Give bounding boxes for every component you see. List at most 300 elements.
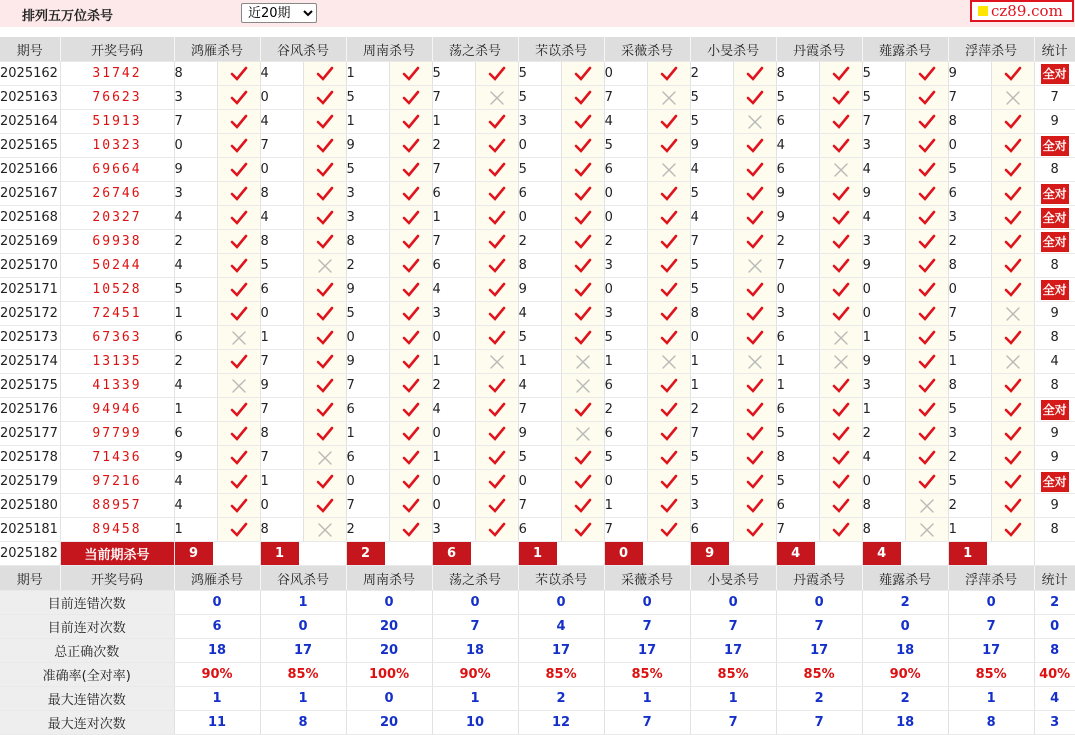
result-mark-cell xyxy=(733,62,776,86)
result-mark-cell xyxy=(991,86,1034,110)
summary-value: 1 xyxy=(948,687,1034,711)
result-mark-cell xyxy=(217,374,260,398)
kill-value-cell: 5 xyxy=(174,278,217,302)
result-mark-cell xyxy=(475,398,518,422)
summary-value: 85% xyxy=(690,663,776,687)
kill-value-cell: 1 xyxy=(690,374,733,398)
result-mark-cell xyxy=(647,302,690,326)
result-mark-cell xyxy=(389,350,432,374)
kill-value-cell: 9 xyxy=(346,350,389,374)
summary-value: 1 xyxy=(174,687,260,711)
result-mark-cell xyxy=(733,254,776,278)
check-icon xyxy=(574,234,592,250)
result-mark-cell xyxy=(389,230,432,254)
check-icon xyxy=(1004,210,1022,226)
check-icon xyxy=(1004,402,1022,418)
check-icon xyxy=(574,498,592,514)
result-mark-cell xyxy=(647,374,690,398)
check-icon xyxy=(574,282,592,298)
kill-value-cell: 3 xyxy=(518,110,561,134)
result-mark-cell xyxy=(389,62,432,86)
result-mark-cell xyxy=(819,470,862,494)
result-mark-cell xyxy=(905,518,948,542)
check-icon xyxy=(488,450,506,466)
kill-value-cell: 6 xyxy=(776,326,819,350)
kill-value-cell: 7 xyxy=(604,518,647,542)
period-cell: 2025173 xyxy=(0,326,60,350)
period-cell: 2025163 xyxy=(0,86,60,110)
check-icon xyxy=(402,306,420,322)
kill-value-cell: 8 xyxy=(518,254,561,278)
stat-cell: 9 xyxy=(1034,446,1075,470)
check-icon xyxy=(660,210,678,226)
kill-value-cell: 5 xyxy=(862,62,905,86)
result-mark-cell xyxy=(475,134,518,158)
result-mark-cell xyxy=(389,446,432,470)
result-mark-cell xyxy=(819,230,862,254)
kill-value-cell: 4 xyxy=(862,446,905,470)
result-mark-cell xyxy=(303,470,346,494)
result-mark-cell xyxy=(303,134,346,158)
result-mark-cell xyxy=(389,254,432,278)
result-mark-cell xyxy=(561,470,604,494)
result-mark-cell xyxy=(819,182,862,206)
kill-value-cell: 2 xyxy=(862,422,905,446)
site-logo[interactable] xyxy=(970,0,1074,22)
check-icon xyxy=(660,330,678,346)
period-range-select[interactable] xyxy=(241,3,317,23)
summary-value: 100% xyxy=(346,663,432,687)
result-mark-cell xyxy=(819,302,862,326)
draw-number-cell: 10323 xyxy=(60,134,174,158)
check-icon xyxy=(574,138,592,154)
kill-value-cell: 4 xyxy=(174,206,217,230)
kill-value-cell: 1 xyxy=(776,374,819,398)
check-icon xyxy=(832,522,850,538)
stat-cell: 8 xyxy=(1034,158,1075,182)
kill-value-cell: 4 xyxy=(862,206,905,230)
result-mark-cell xyxy=(561,230,604,254)
cross-icon xyxy=(746,258,764,274)
check-icon xyxy=(746,234,764,250)
kill-value-cell: 1 xyxy=(862,398,905,422)
result-mark-cell xyxy=(561,446,604,470)
kill-value-cell: 6 xyxy=(432,254,475,278)
result-mark-cell xyxy=(475,62,518,86)
summary-value: 7 xyxy=(948,615,1034,639)
kill-value-cell: 4 xyxy=(432,398,475,422)
check-icon xyxy=(918,402,936,418)
kill-value-cell: 5 xyxy=(690,470,733,494)
cross-icon xyxy=(660,162,678,178)
kill-value-cell: 9 xyxy=(862,350,905,374)
result-mark-cell xyxy=(303,254,346,278)
check-icon xyxy=(402,258,420,274)
result-mark-cell xyxy=(991,110,1034,134)
kill-value-cell: 1 xyxy=(776,350,819,374)
summary-value: 1 xyxy=(260,687,346,711)
kill-value-cell: 5 xyxy=(346,86,389,110)
check-icon xyxy=(832,186,850,202)
result-mark-cell xyxy=(475,302,518,326)
check-icon xyxy=(574,474,592,490)
summary-value: 4 xyxy=(518,615,604,639)
check-icon xyxy=(574,66,592,82)
kill-value-cell: 7 xyxy=(862,110,905,134)
check-icon xyxy=(746,306,764,322)
kill-value-cell: 8 xyxy=(174,62,217,86)
result-mark-cell xyxy=(819,398,862,422)
check-icon xyxy=(402,90,420,106)
kill-value-cell: 0 xyxy=(862,278,905,302)
result-mark-cell xyxy=(819,158,862,182)
check-icon xyxy=(488,426,506,442)
result-mark-cell xyxy=(905,254,948,278)
all-correct-badge: 全对 xyxy=(1041,136,1069,156)
kill-value-cell: 5 xyxy=(776,422,819,446)
check-icon xyxy=(918,210,936,226)
kill-value-cell: 3 xyxy=(862,230,905,254)
check-icon xyxy=(746,162,764,178)
result-mark-cell xyxy=(819,62,862,86)
check-icon xyxy=(832,306,850,322)
kill-value-cell: 5 xyxy=(948,158,991,182)
summary-value: 18 xyxy=(862,639,948,663)
kill-value-cell: 0 xyxy=(174,134,217,158)
header-row xyxy=(0,37,1075,62)
check-icon xyxy=(832,258,850,274)
draw-number-cell: 97216 xyxy=(60,470,174,494)
kill-value-cell: 7 xyxy=(432,158,475,182)
cross-icon xyxy=(230,378,248,394)
result-mark-cell xyxy=(991,374,1034,398)
result-mark-cell xyxy=(647,398,690,422)
result-mark-cell xyxy=(991,254,1034,278)
kill-value-cell: 2 xyxy=(604,398,647,422)
summary-value: 0 xyxy=(518,591,604,615)
summary-value: 0 xyxy=(690,591,776,615)
check-icon xyxy=(574,258,592,274)
column-header: 鸿雁杀号 xyxy=(174,37,260,62)
kill-value-cell: 4 xyxy=(690,158,733,182)
summary-value: 7 xyxy=(776,711,862,735)
kill-value-cell: 4 xyxy=(174,470,217,494)
kill-value-cell: 9 xyxy=(346,134,389,158)
all-correct-badge: 全对 xyxy=(1041,184,1069,204)
cross-icon xyxy=(1004,306,1022,322)
kill-value-cell: 0 xyxy=(862,302,905,326)
summary-value: 17 xyxy=(518,639,604,663)
kill-value-cell: 6 xyxy=(174,326,217,350)
kill-value-cell: 5 xyxy=(346,158,389,182)
period-cell: 2025166 xyxy=(0,158,60,182)
kill-value-cell: 9 xyxy=(260,374,303,398)
all-correct-badge: 全对 xyxy=(1041,232,1069,252)
result-mark-cell xyxy=(647,350,690,374)
current-kill-badge: 1 xyxy=(949,542,987,565)
draw-number-cell: 67363 xyxy=(60,326,174,350)
result-mark-cell xyxy=(475,110,518,134)
draw-number-cell: 69664 xyxy=(60,158,174,182)
result-mark-cell xyxy=(647,254,690,278)
result-mark-cell xyxy=(217,230,260,254)
summary-value: 85% xyxy=(604,663,690,687)
current-kill-value-cell xyxy=(174,542,260,566)
summary-value: 4 xyxy=(1034,687,1075,711)
stat-cell: 8 xyxy=(1034,326,1075,350)
check-icon xyxy=(402,138,420,154)
result-mark-cell xyxy=(733,302,776,326)
kill-value-cell: 0 xyxy=(346,470,389,494)
kill-value-cell: 5 xyxy=(604,326,647,350)
result-mark-cell xyxy=(647,470,690,494)
check-icon xyxy=(230,426,248,442)
result-mark-cell xyxy=(733,422,776,446)
check-icon xyxy=(660,450,678,466)
kill-value-cell: 7 xyxy=(518,494,561,518)
result-mark-cell xyxy=(475,254,518,278)
current-kill-badge: 1 xyxy=(519,542,557,565)
kill-value-cell: 0 xyxy=(260,494,303,518)
current-kill-value-cell xyxy=(260,542,346,566)
kill-value-cell: 6 xyxy=(948,182,991,206)
summary-value: 7 xyxy=(690,711,776,735)
kill-value-cell: 6 xyxy=(432,182,475,206)
kill-value-cell: 7 xyxy=(260,446,303,470)
kill-value-cell: 6 xyxy=(518,182,561,206)
kill-value-cell: 5 xyxy=(948,326,991,350)
check-icon xyxy=(402,186,420,202)
check-icon xyxy=(832,498,850,514)
summary-value: 7 xyxy=(432,615,518,639)
check-icon xyxy=(488,498,506,514)
current-kill-value-cell xyxy=(346,542,432,566)
summary-value: 0 xyxy=(432,591,518,615)
kill-value-cell: 0 xyxy=(604,206,647,230)
table-row xyxy=(0,470,1075,494)
check-icon xyxy=(746,186,764,202)
check-icon xyxy=(574,90,592,106)
summary-value: 6 xyxy=(174,615,260,639)
cross-icon xyxy=(316,450,334,466)
result-mark-cell xyxy=(217,326,260,350)
draw-number-cell: 31742 xyxy=(60,62,174,86)
check-icon xyxy=(402,210,420,226)
column-header: 小旻杀号 xyxy=(690,566,776,591)
column-header: 周南杀号 xyxy=(346,566,432,591)
result-mark-cell xyxy=(217,134,260,158)
summary-value: 20 xyxy=(346,639,432,663)
kill-value-cell: 1 xyxy=(346,62,389,86)
column-header: 薤露杀号 xyxy=(862,566,948,591)
result-mark-cell xyxy=(389,110,432,134)
check-icon xyxy=(660,66,678,82)
result-mark-cell xyxy=(389,374,432,398)
check-icon xyxy=(230,498,248,514)
draw-number-cell: 26746 xyxy=(60,182,174,206)
check-icon xyxy=(488,162,506,178)
kill-value-cell: 2 xyxy=(174,230,217,254)
kill-value-cell: 1 xyxy=(432,206,475,230)
summary-value: 90% xyxy=(174,663,260,687)
result-mark-cell xyxy=(733,398,776,422)
period-cell: 2025169 xyxy=(0,230,60,254)
check-icon xyxy=(488,234,506,250)
cross-icon xyxy=(574,426,592,442)
check-icon xyxy=(316,378,334,394)
summary-value: 18 xyxy=(432,639,518,663)
result-mark-cell xyxy=(475,350,518,374)
result-mark-cell xyxy=(991,326,1034,350)
result-mark-cell xyxy=(991,422,1034,446)
column-header: 采薇杀号 xyxy=(604,37,690,62)
result-mark-cell xyxy=(217,254,260,278)
result-mark-cell xyxy=(561,398,604,422)
summary-value: 17 xyxy=(690,639,776,663)
summary-value: 2 xyxy=(776,687,862,711)
result-mark-cell xyxy=(905,446,948,470)
summary-value: 0 xyxy=(346,591,432,615)
column-header: 统计 xyxy=(1034,37,1075,62)
kill-value-cell: 4 xyxy=(174,254,217,278)
check-icon xyxy=(230,402,248,418)
kill-value-cell: 3 xyxy=(604,302,647,326)
result-mark-cell xyxy=(217,62,260,86)
table-row xyxy=(0,206,1075,230)
check-icon xyxy=(316,138,334,154)
result-mark-cell xyxy=(303,446,346,470)
result-mark-cell xyxy=(389,134,432,158)
check-icon xyxy=(832,210,850,226)
check-icon xyxy=(402,498,420,514)
table-row xyxy=(0,278,1075,302)
kill-value-cell: 9 xyxy=(518,278,561,302)
current-kill-badge: 0 xyxy=(605,542,643,565)
result-mark-cell xyxy=(561,350,604,374)
summary-value: 90% xyxy=(862,663,948,687)
kill-value-cell: 6 xyxy=(776,398,819,422)
result-mark-cell xyxy=(561,518,604,542)
result-mark-cell xyxy=(905,158,948,182)
kill-value-cell: 0 xyxy=(604,62,647,86)
result-mark-cell xyxy=(303,110,346,134)
cross-icon xyxy=(574,378,592,394)
column-header: 荡之杀号 xyxy=(432,566,518,591)
summary-label: 准确率(全对率) xyxy=(0,663,174,687)
summary-value: 85% xyxy=(776,663,862,687)
logo-square-icon xyxy=(978,6,988,16)
check-icon xyxy=(402,282,420,298)
result-mark-cell xyxy=(561,206,604,230)
result-mark-cell xyxy=(733,374,776,398)
kill-value-cell: 6 xyxy=(604,158,647,182)
summary-value: 90% xyxy=(432,663,518,687)
result-mark-cell xyxy=(819,278,862,302)
kill-value-cell: 2 xyxy=(432,374,475,398)
result-mark-cell xyxy=(991,134,1034,158)
check-icon xyxy=(316,114,334,130)
result-mark-cell xyxy=(303,326,346,350)
cross-icon xyxy=(574,354,592,370)
kill-value-cell: 1 xyxy=(346,110,389,134)
draw-number-cell: 76623 xyxy=(60,86,174,110)
summary-value: 10 xyxy=(432,711,518,735)
result-mark-cell xyxy=(475,326,518,350)
result-mark-cell xyxy=(217,110,260,134)
result-mark-cell xyxy=(733,446,776,470)
column-header: 周南杀号 xyxy=(346,37,432,62)
table-row xyxy=(0,326,1075,350)
kill-value-cell: 1 xyxy=(604,350,647,374)
kill-value-cell: 5 xyxy=(690,278,733,302)
check-icon xyxy=(316,90,334,106)
summary-value: 0 xyxy=(174,591,260,615)
period-cell: 2025174 xyxy=(0,350,60,374)
draw-number-cell: 72451 xyxy=(60,302,174,326)
result-mark-cell xyxy=(991,62,1034,86)
cross-icon xyxy=(230,330,248,346)
summary-label: 最大连错次数 xyxy=(0,687,174,711)
check-icon xyxy=(488,114,506,130)
current-kill-value-cell xyxy=(776,542,862,566)
result-mark-cell xyxy=(561,134,604,158)
result-mark-cell xyxy=(389,158,432,182)
stat-cell xyxy=(1034,62,1075,86)
check-icon xyxy=(832,114,850,130)
current-kill-badge: 9 xyxy=(175,542,213,565)
current-stat-cell xyxy=(1034,542,1075,566)
current-kill-value-cell xyxy=(604,542,690,566)
check-icon xyxy=(746,330,764,346)
kill-value-cell: 0 xyxy=(518,206,561,230)
kill-value-cell: 6 xyxy=(174,422,217,446)
all-correct-badge: 全对 xyxy=(1041,64,1069,84)
kill-value-cell: 8 xyxy=(948,374,991,398)
summary-value: 8 xyxy=(1034,639,1075,663)
period-cell: 2025177 xyxy=(0,422,60,446)
kill-value-cell: 1 xyxy=(260,470,303,494)
check-icon xyxy=(230,282,248,298)
result-mark-cell xyxy=(647,62,690,86)
summary-label: 总正确次数 xyxy=(0,639,174,663)
result-mark-cell xyxy=(819,86,862,110)
check-icon xyxy=(488,210,506,226)
summary-value: 0 xyxy=(346,687,432,711)
kill-value-cell: 1 xyxy=(260,326,303,350)
result-mark-cell xyxy=(819,446,862,470)
current-period-row xyxy=(0,542,1075,566)
kill-value-cell: 0 xyxy=(518,134,561,158)
kill-value-cell: 1 xyxy=(174,518,217,542)
period-cell: 2025179 xyxy=(0,470,60,494)
check-icon xyxy=(316,474,334,490)
kill-value-cell: 5 xyxy=(948,398,991,422)
column-header: 谷风杀号 xyxy=(260,566,346,591)
summary-label: 目前连错次数 xyxy=(0,591,174,615)
logo-text: cz89.com xyxy=(991,2,1063,20)
result-mark-cell xyxy=(819,422,862,446)
check-icon xyxy=(574,330,592,346)
column-header: 统计 xyxy=(1034,566,1075,591)
kill-value-cell: 4 xyxy=(862,158,905,182)
check-icon xyxy=(488,474,506,490)
kill-value-cell: 4 xyxy=(776,134,819,158)
result-mark-cell xyxy=(991,230,1034,254)
result-mark-cell xyxy=(991,302,1034,326)
draw-number-cell: 41339 xyxy=(60,374,174,398)
period-cell: 2025170 xyxy=(0,254,60,278)
result-mark-cell xyxy=(475,230,518,254)
